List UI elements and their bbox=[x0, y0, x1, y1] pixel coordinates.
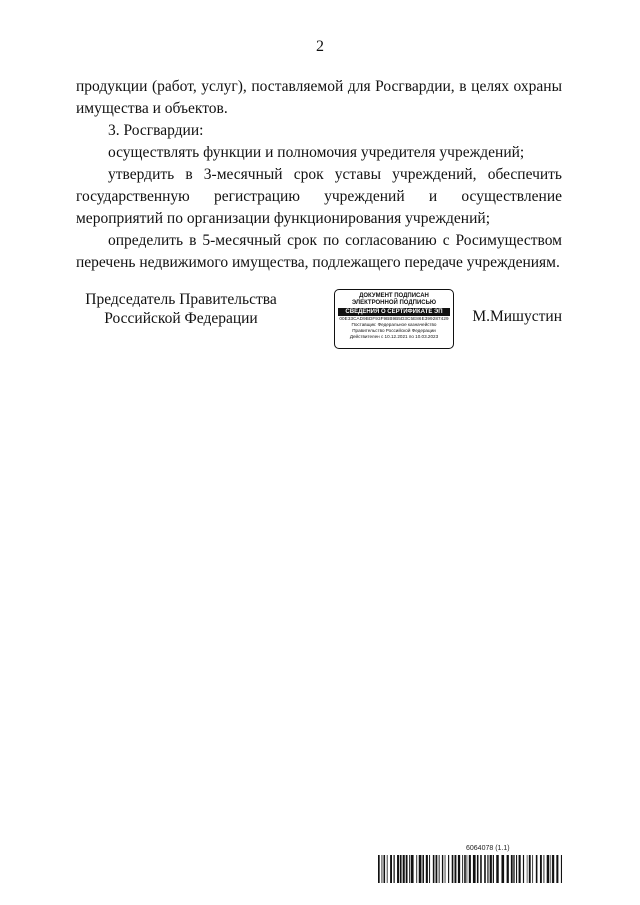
barcode-bar bbox=[382, 855, 383, 883]
barcode-bar bbox=[556, 855, 558, 883]
barcode-bar bbox=[458, 855, 460, 883]
barcode-bar bbox=[529, 855, 531, 883]
barcode-bar bbox=[501, 855, 504, 883]
stamp-validity: Действителен с 10.12.2021 по 10.03.2023 bbox=[349, 334, 439, 339]
barcode-bar bbox=[436, 855, 438, 883]
stamp-provider-line1: Поставщик: Федеральное казначейство bbox=[351, 322, 437, 327]
barcode-bar bbox=[477, 855, 479, 883]
barcode-bar bbox=[552, 855, 554, 883]
paragraph-item-3: 3. Росгвардии: bbox=[108, 122, 204, 139]
barcode-bar bbox=[496, 855, 498, 883]
barcode-bar bbox=[523, 855, 524, 883]
barcode-bar bbox=[540, 855, 542, 883]
barcode-bar bbox=[513, 855, 514, 883]
page-number: 2 bbox=[316, 38, 324, 55]
document-id: 6064078 (1.1) bbox=[466, 845, 510, 852]
barcode-bar bbox=[403, 855, 405, 883]
signatory-title-line1: Председатель Правительства bbox=[85, 291, 277, 308]
paragraph-functions: осуществлять функции и полномочия учредителя учреждений; bbox=[108, 144, 525, 161]
barcode-bar bbox=[536, 855, 538, 883]
barcode-bar bbox=[387, 855, 388, 883]
barcode-bar bbox=[442, 855, 443, 883]
barcode-bar bbox=[484, 855, 486, 883]
paragraph-continuation: продукции (работ, услуг), поставляемой для Росгвардии, в целях охраны имущества и объектов. bbox=[76, 78, 562, 117]
barcode-bar bbox=[511, 855, 513, 883]
barcode-bar bbox=[384, 855, 386, 883]
barcode-bar bbox=[462, 855, 463, 883]
barcode-bar bbox=[473, 855, 476, 883]
stamp-line2: ЭЛЕКТРОННОЙ ПОДПИСЬЮ bbox=[351, 300, 437, 306]
paragraph-charters: утвердить в 3-месячный срок уставы учреждений, обеспечить государственную регистрацию учреждений и осуществление мероприятий по организации функционирования учреждений; bbox=[76, 166, 562, 227]
barcode-bar bbox=[516, 855, 517, 883]
barcode-bar bbox=[519, 855, 521, 883]
barcode-bar bbox=[507, 855, 509, 883]
barcode-bar bbox=[433, 855, 435, 883]
barcode-bar bbox=[490, 855, 492, 883]
barcode-bar bbox=[547, 855, 550, 883]
stamp-provider-line2: Правительство Российской Федерации bbox=[352, 328, 436, 333]
barcode-bar bbox=[467, 855, 468, 883]
barcode-bar bbox=[480, 855, 482, 883]
barcode-bar bbox=[469, 855, 471, 883]
barcode-bar bbox=[394, 855, 395, 883]
barcode-bar bbox=[487, 855, 488, 883]
barcode-bar bbox=[426, 855, 428, 883]
barcode-bar bbox=[397, 855, 399, 883]
barcode-bar bbox=[493, 855, 494, 883]
barcode-bar bbox=[439, 855, 440, 883]
barcode-bar bbox=[422, 855, 424, 883]
barcode-bar bbox=[561, 855, 562, 883]
barcode bbox=[378, 855, 564, 883]
signatory-title-line2: Российской Федерации bbox=[104, 310, 258, 327]
stamp-line1: ДОКУМЕНТ ПОДПИСАН bbox=[359, 293, 429, 299]
paragraph-property-list: определить в 5-месячный срок по согласованию с Росимуществом перечень недвижимого имущества, подлежащего передаче учреждениям. bbox=[76, 232, 562, 271]
document-body bbox=[76, 76, 562, 274]
barcode-bar bbox=[416, 855, 417, 883]
barcode-bar bbox=[448, 855, 449, 883]
signatory-title bbox=[76, 290, 286, 328]
barcode-bar bbox=[400, 855, 402, 883]
stamp-serial: 00E33CAD9BDF93F9BB9B5D3C5E86E399287429 bbox=[339, 316, 449, 321]
barcode-bar bbox=[445, 855, 446, 883]
barcode-bar bbox=[454, 855, 456, 883]
barcode-bar bbox=[390, 855, 392, 883]
signatory-name: М.Мишустин bbox=[472, 308, 562, 325]
barcode-bar bbox=[406, 855, 408, 883]
barcode-bar bbox=[543, 855, 544, 883]
barcode-bar bbox=[527, 855, 528, 883]
electronic-signature-stamp bbox=[334, 289, 454, 349]
barcode-bar bbox=[419, 855, 422, 883]
barcode-bar bbox=[409, 855, 410, 883]
barcode-bar bbox=[378, 855, 380, 883]
barcode-bar bbox=[411, 855, 414, 883]
barcode-bar bbox=[464, 855, 466, 883]
stamp-certificate-band: СВЕДЕНИЯ О СЕРТИФИКАТЕ ЭП bbox=[338, 308, 450, 316]
barcode-bar bbox=[550, 855, 551, 883]
barcode-bar bbox=[452, 855, 454, 883]
barcode-bar bbox=[532, 855, 533, 883]
barcode-bar bbox=[429, 855, 430, 883]
